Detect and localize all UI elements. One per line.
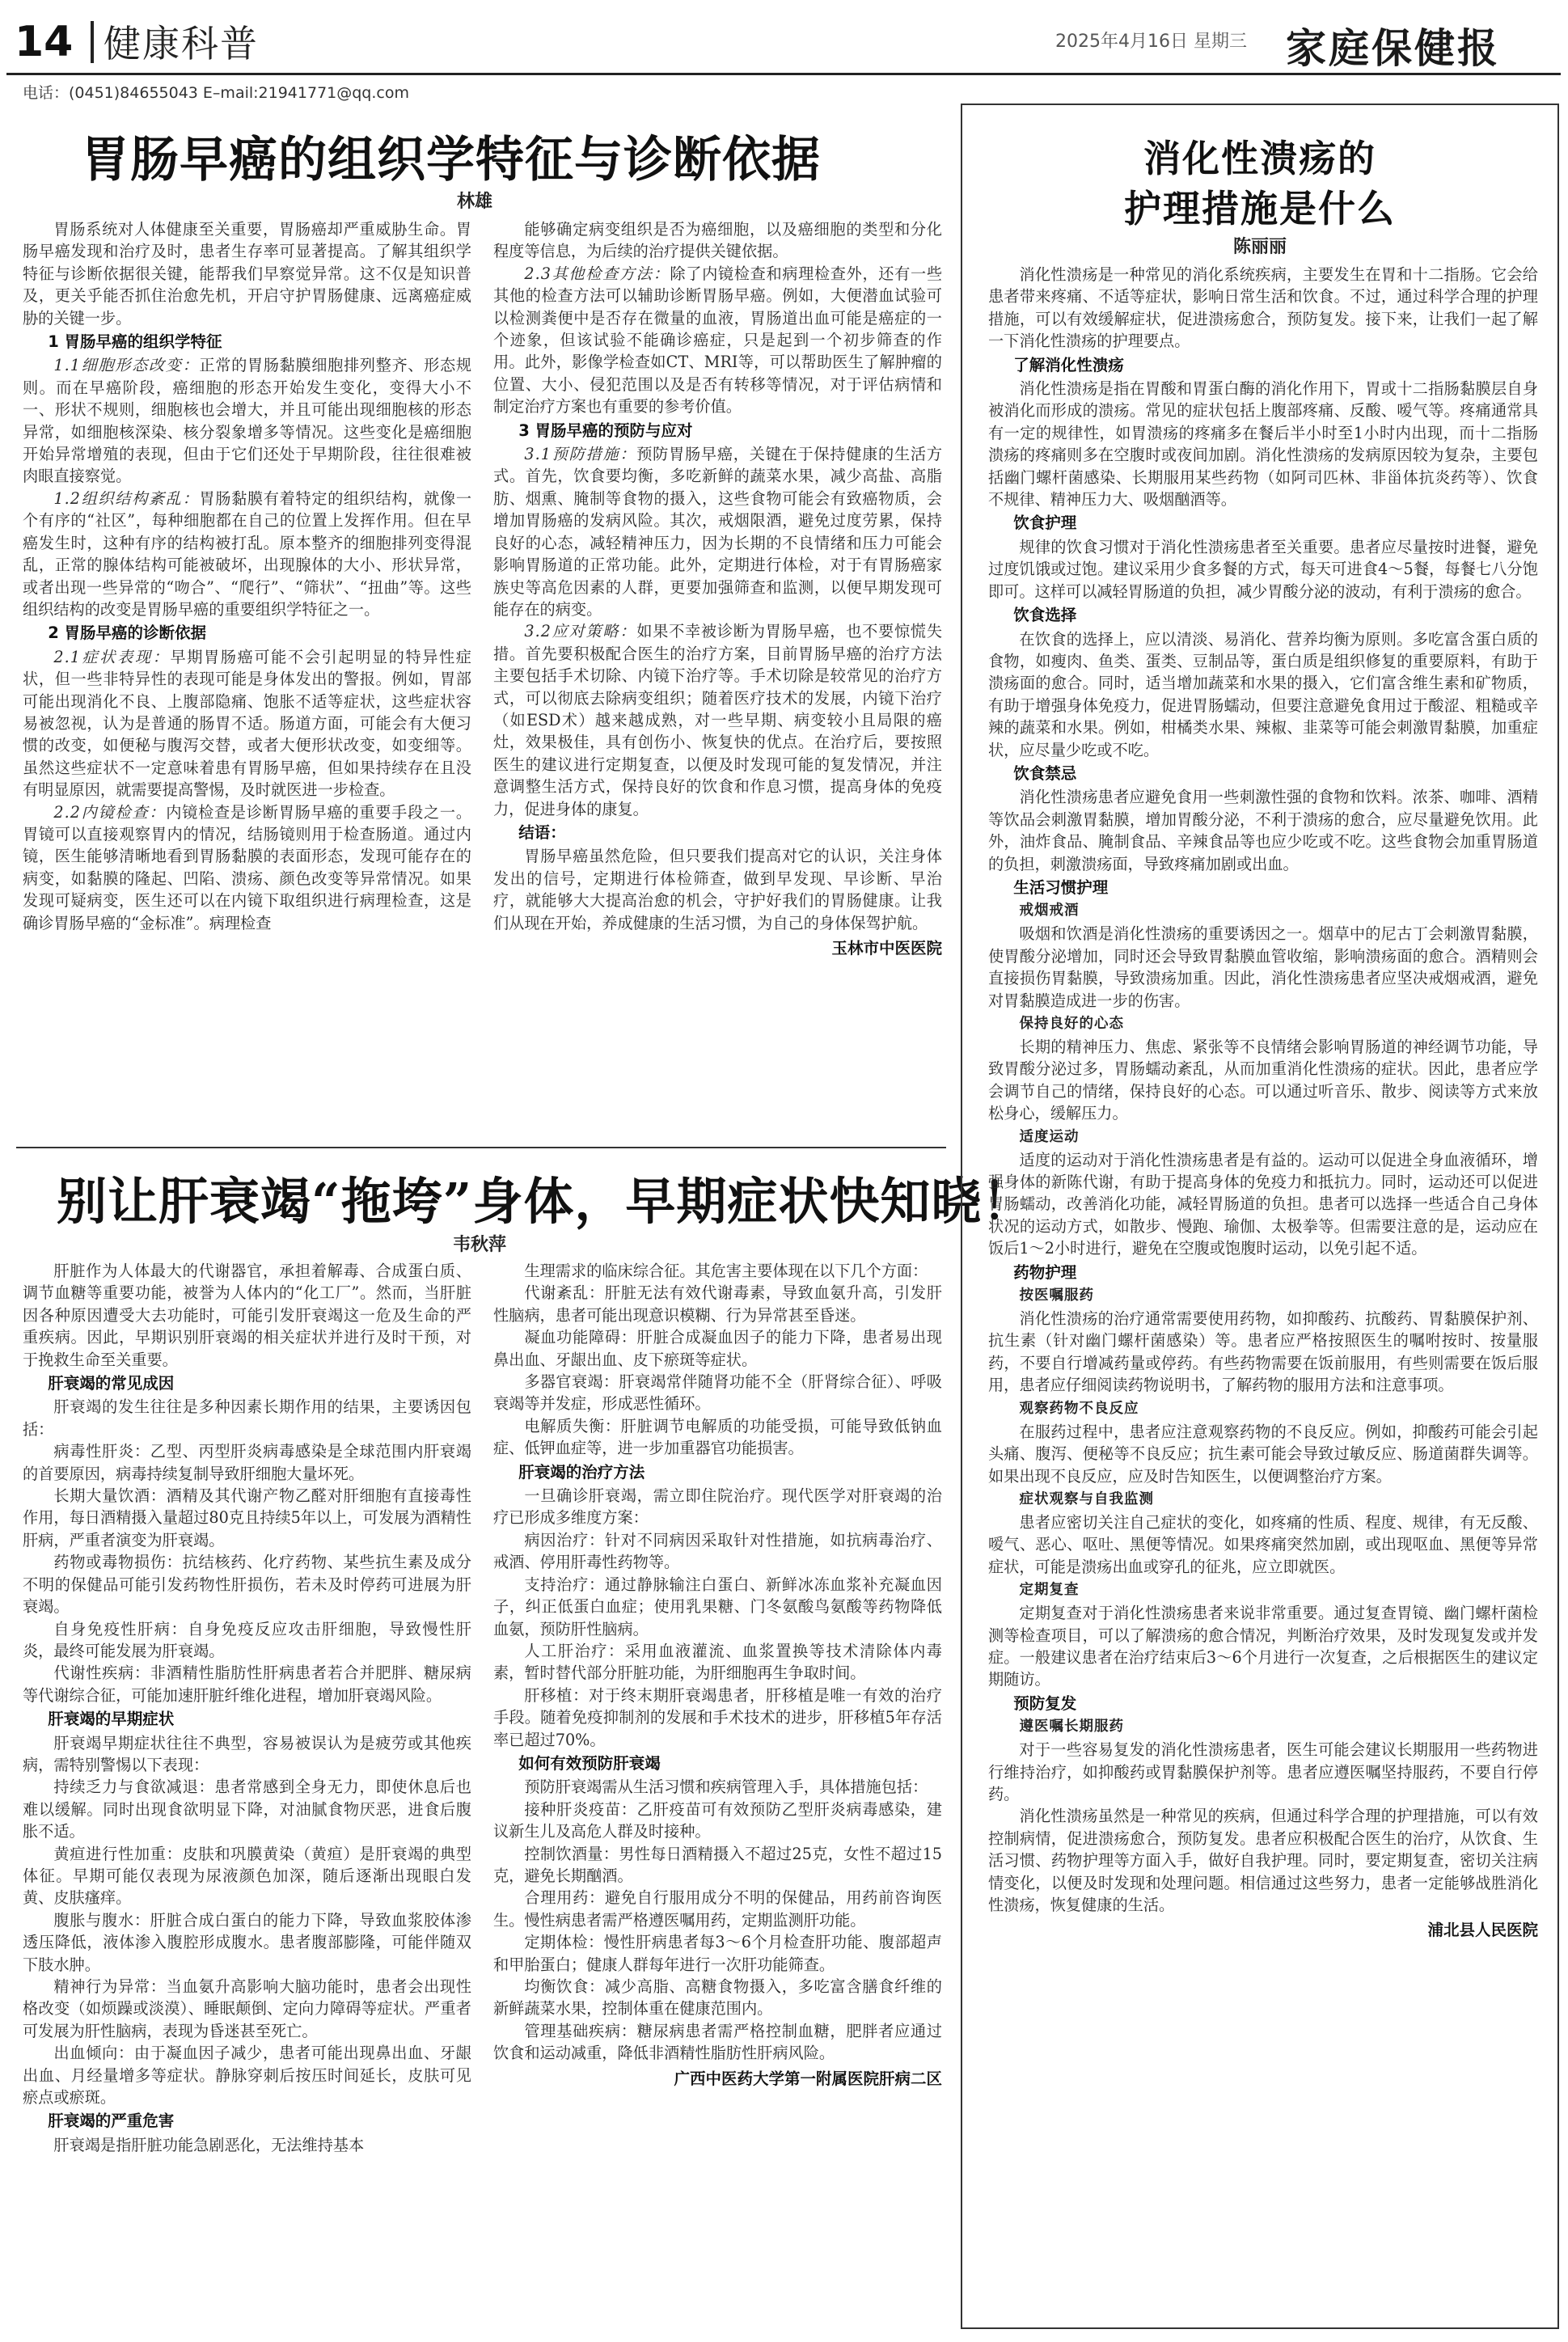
- paragraph: 适度的运动对于消化性溃疡患者是有益的。运动可以促进全身血液循环，增强身体的新陈代谢，有助于提高身体的免疫力和抵抗力。同时，运动还可以促进胃肠蠕动，改善消化功能，减轻胃肠道的负担。患者可以选择一些适合自己身体状况的运动方式，如散步、慢跑、瑜伽、太极拳等。但需要注意的是，运动应在饭后1～2小时进行，避免在空腹或饱腹时运动，以免引起不适。: [988, 1150, 1538, 1258]
- section-heading: 了解消化性溃疡: [1013, 355, 1124, 374]
- paragraph: 消化性溃疡的治疗通常需要使用药物，如抑酸药、抗酸药、胃黏膜保护剂、抗生素（针对幽门螺杆菌感染）等。患者应严格按照医生的嘱咐按时、按量服药，不要自行增减药量或停药。有些药物需要在饭前服用，有些则需要在饭后服用，患者应仔细阅读药物说明书，了解药物的服用方法和注意事项。: [988, 1309, 1538, 1395]
- paragraph-text: 如果不幸被诊断为胃肠早癌，也不要惊慌失措。首先要积极配合医生的治疗方案，目前胃肠早癌的治疗方法主要包括手术切除、内镜下治疗等。手术切除是较常见的治疗方式，可以彻底去除病变组织；随着医疗技术的发展，内镜下治疗（如ESD术）越来越成熟，对一些早期、病变较小且局限的癌灶，效果极佳，具有创伤小、恢复快的优点。在治疗后，要按照医生的建议进行定期复查，以便及时发现可能的复发情况，并注意调整生活方式，保持良好的饮食和作息习惯，提高身体的免疫力，促进身体的康复。: [493, 622, 942, 818]
- section-heading: 药物护理: [1013, 1262, 1077, 1282]
- lead-in: 2.1症状表现：: [53, 647, 171, 666]
- paragraph: 精神行为异常：当血氨升高影响大脑功能时，患者会出现性格改变（如烦躁或淡漠）、睡眠颠倒、定向力障碍等症状。严重者可发展为肝性脑病，表现为昏迷甚至死亡。: [23, 1977, 471, 2040]
- section-heading: 饮食选择: [1013, 606, 1077, 625]
- lead-in: 2.2内镜检查：: [53, 802, 167, 822]
- subheading: 定期复查: [1019, 1582, 1080, 1599]
- paragraph-text: 胃肠黏膜有着特定的组织结构，就像一个有序的“社区”，每种细胞都在自己的位置上发挥作用。但在早癌发生时，这种有序的结构被打乱。原本整齐的细胞排列变得混乱，正常的腺体结构可能被破坏，出现腺体的大小、形状异常，或者出现一些异常的“吻合”、“爬行”、“筛状”、“扭曲”等。这些组织结构的改变是胃肠早癌的重要组织学特征之一。: [23, 488, 471, 619]
- article-column: [23, 218, 471, 1140]
- paragraph: 能够确定病变组织是否为癌细胞，以及癌细胞的类型和分化程度等信息，为后续的治疗提供关键依据。: [493, 220, 942, 261]
- paragraph: 药物或毒物损伤：抗结核药、化疗药物、某些抗生素及成分不明的保健品可能引发药物性肝损伤，若未及时停药可进展为肝衰竭。: [23, 1553, 471, 1617]
- paragraph: 出血倾向：由于凝血因子减少，患者可能出现鼻出血、牙龈出血、月经量增多等症状。静脉穿刺后按压时间延长，皮肤可见瘀点或瘀斑。: [23, 2044, 471, 2107]
- issue-date: 2025年4月16日 星期三: [1055, 32, 1247, 52]
- paragraph: 肝衰竭早期症状往往不典型，容易被误认为是疲劳或其他疾病，需特别警惕以下表现：: [23, 1733, 471, 1774]
- paragraph: 生理需求的临床综合征。其危害主要体现在以下几个方面：: [524, 1262, 928, 1280]
- subheading: 症状观察与自我监测: [1019, 1490, 1154, 1507]
- paragraph: 病毒性肝炎：乙型、丙型肝炎病毒感染是全球范围内肝衰竭的首要原因，病毒持续复制导致肝细胞大量坏死。: [23, 1442, 471, 1483]
- paragraph: 定期复查对于消化性溃疡患者来说非常重要。通过复查胃镜、幽门螺杆菌检测等检查项目，可以了解溃疡的愈合情况，判断治疗效果，及时发现复发或并发症。一般建议患者在治疗结束后3～6个月进行一次复查，之后根据医生的建议定期随访。: [988, 1604, 1538, 1689]
- paragraph: 长期大量饮酒：酒精及其代谢产物乙醛对肝细胞有直接毒性作用，每日酒精摄入量超过80克且持续5年以上，可发展为酒精性肝病，严重者演变为肝衰竭。: [23, 1486, 471, 1549]
- paragraph: 代谢性疾病：非酒精性脂肪性肝病患者若合并肥胖、糖尿病等代谢综合征，可能加速肝脏纤维化进程，增加肝衰竭风险。: [23, 1663, 471, 1705]
- paragraph: [23, 646, 471, 801]
- source-hospital: 广西中医药大学第一附属医院肝病二区: [674, 2069, 942, 2088]
- section-heading: 结语：: [518, 822, 566, 842]
- subheading: 观察药物不良反应: [1019, 1400, 1139, 1417]
- section-heading: 肝衰竭的常见成因: [48, 1374, 175, 1393]
- lead-in: 2.3其他检查方法：: [524, 264, 670, 283]
- paragraph: 一旦确诊肝衰竭，需立即住院治疗。现代医学对肝衰竭的治疗已形成多维度方案：: [493, 1486, 942, 1528]
- article-column: [493, 218, 942, 1140]
- section-heading: 肝衰竭的治疗方法: [518, 1462, 645, 1482]
- paragraph: 胃肠系统对人体健康至关重要，胃肠癌却严重威胁生命。胃肠早癌发现和治疗及时，患者生存率可显著提高。了解其组织学特征与诊断依据很关键，能帮我们早察觉异常。这不仅是知识普及，更关乎能否抓住治愈先机，开启守护胃肠健康、远离癌症威胁的关键一步。: [23, 220, 471, 328]
- section-heading: 肝衰竭的严重危害: [48, 2112, 175, 2131]
- lead-in: 1.1细胞形态改变：: [53, 356, 200, 375]
- header-rule: [6, 73, 1561, 75]
- subheading: 戒烟戒酒: [1019, 903, 1080, 919]
- lead-in: 3.1预防措施：: [524, 445, 637, 464]
- paragraph: 在服药过程中，患者应注意观察药物的不良反应。例如，抑酸药可能会引起头痛、腹泻、便秘等不良反应；抗生素可能会导致过敏反应、肠道菌群失调等。如果出现不良反应，应及时告知医生，以便调整治疗方案。: [988, 1422, 1538, 1486]
- paragraph: 规律的饮食习惯对于消化性溃疡患者至关重要。患者应尽量按时进餐，避免过度饥饿或过饱。建议采用少食多餐的方式，每天可进食4～5餐，每餐七八分饱即可。这样可以减轻胃肠道的负担，减少胃酸分泌的波动，有利于溃疡的愈合。: [988, 537, 1538, 601]
- article-column: [493, 1260, 942, 2327]
- article-author: 韦秋萍: [453, 1235, 507, 1255]
- article-column: [23, 1260, 471, 2327]
- paragraph: 人工肝治疗：采用血液灌流、血浆置换等技术清除体内毒素，暂时替代部分肝脏功能，为肝细胞再生争取时间。: [493, 1641, 942, 1683]
- paragraph: 预防肝衰竭需从生活习惯和疾病管理入手，具体措施包括：: [524, 1778, 928, 1797]
- paragraph: 长期的精神压力、焦虑、紧张等不良情绪会影响胃肠道的神经调节功能，导致胃酸分泌过多，胃肠蠕动紊乱，从而加重消化性溃疡的症状。因此，患者应学会调节自己的情绪，保持良好的心态。可以通过听音乐、散步、阅读等方式来放松身心，缓解压力。: [988, 1038, 1538, 1123]
- paragraph: [23, 801, 471, 934]
- paragraph: 接种肝炎疫苗：乙肝疫苗可有效预防乙型肝炎病毒感染，建议新生儿及高危人群及时接种。: [493, 1799, 942, 1841]
- paragraph-text: 早期胃肠癌可能不会引起明显的特异性症状，但一些非特异性的表现可能是身体发出的警报。例如，胃部可能出现消化不良、上腹部隐痛、饱胀不适等症状，这些症状容易被忽视，认为是普通的肠胃不适。肠道方面，可能会有大便习惯的改变，如便秘与腹泻交替，或者大便形状改变，如变细等。虽然这些症状不一定意味着患有胃肠早癌，但如果持续存在且没有明显原因，就需要提高警惕，及时就医进一步检查。: [23, 647, 471, 800]
- paragraph: 肝衰竭的发生往往是多种因素长期作用的结果，主要诱因包括：: [23, 1397, 471, 1439]
- section-heading: 预防复发: [1013, 1693, 1077, 1713]
- article-author: 陈丽丽: [1232, 237, 1287, 257]
- paragraph: 代谢紊乱：肝脏无法有效代谢毒素，导致血氨升高，引发肝性脑病，患者可能出现意识模糊、行为异常甚至昏迷。: [493, 1283, 942, 1325]
- paragraph: [23, 354, 471, 487]
- paragraph: 肝移植：对于终末期肝衰竭患者，肝移植是唯一有效的治疗手段。随着免疫抑制剂的发展和手术技术的进步，肝移植5年存活率已超过70%。: [493, 1685, 942, 1749]
- paragraph-text: 预防胃肠早癌，关键在于保持健康的生活方式。首先，饮食要均衡，多吃新鲜的蔬菜水果，减少高盐、高脂肪、烟熏、腌制等食物的摄入，这些食物可能会有致癌物质，会增加胃肠癌的发病风险。其次，戒烟限酒，避免过度劳累，保持良好的心态，减轻精神压力，因为长期的不良情绪和压力可能会影响胃肠道的正常功能。此外，定期进行体检，对于有胃肠癌家族史等高危因素的人群，更要加强筛查和监测，以便早期发现可能存在的病变。: [493, 445, 942, 619]
- section-heading: 饮食禁忌: [1013, 763, 1077, 783]
- section-heading: 1 胃肠早癌的组织学特征: [48, 332, 222, 352]
- paragraph: 持续乏力与食欲减退：患者常感到全身无力，即使休息后也难以缓解。同时出现食欲明显下降，对油腻食物厌恶，进食后腹胀不适。: [23, 1778, 471, 1841]
- article-title: 别让肝衰竭“拖垮”身体，早期症状快知晓！: [57, 1172, 1033, 1231]
- paragraph: 定期体检：慢性肝病患者每3～6个月检查肝功能、腹部超声和甲胎蛋白；健康人群每年进行一次肝功能筛查。: [493, 1933, 942, 1974]
- article-title: 护理措施是什么: [1124, 187, 1396, 230]
- paragraph: 吸烟和饮酒是消化性溃疡的重要诱因之一。烟草中的尼古丁会刺激胃黏膜，使胃酸分泌增加，同时还会导致胃黏膜血管收缩，影响溃疡面的愈合。酒精则会直接损伤胃黏膜，导致溃疡加重。因此，消化性溃疡患者应坚决戒烟戒酒，避免对胃黏膜造成进一步的伤害。: [988, 924, 1538, 1010]
- paragraph: 合理用药：避免自行服用成分不明的保健品，用药前咨询医生。慢性病患者需严格遵医嘱用药，定期监测肝功能。: [493, 1888, 942, 1930]
- section-heading: 如何有效预防肝衰竭: [518, 1753, 661, 1773]
- paragraph: 消化性溃疡是一种常见的消化系统疾病，主要发生在胃和十二指肠。它会给患者带来疼痛、不适等症状，影响日常生活和饮食。不过，通过科学合理的护理措施，可以有效缓解症状，促进溃疡愈合，预防复发。接下来，让我们一起了解一下消化性溃疡的护理要点。: [988, 265, 1538, 351]
- paragraph: 腹胀与腹水：肝脏合成白蛋白的能力下降，导致血浆胶体渗透压降低，液体渗入腹腔形成腹水。患者腹部膨隆，可能伴随双下肢水肿。: [23, 1910, 471, 1974]
- paragraph: 管理基础疾病：糖尿病患者需严格控制血糖，肥胖者应通过饮食和运动减重，降低非酒精性脂肪性肝病风险。: [493, 2021, 942, 2063]
- paragraph: [493, 443, 942, 620]
- paragraph-text: 内镜检查是诊断胃肠早癌的重要手段之一。胃镜可以直接观察胃内的情况，结肠镜则用于检查肠道。通过内镜，医生能够清晰地看到胃肠黏膜的表面形态，发现可能存在的病变，如黏膜的隆起、凹陷、溃疡、颜色改变等异常情况。如果发现可疑病变，医生还可以在内镜下取组织进行病理检查，这是确诊胃肠早癌的“金标准”。病理检查: [23, 802, 471, 932]
- article-title: 消化性溃疡的: [1143, 137, 1376, 180]
- paragraph: 消化性溃疡虽然是一种常见的疾病，但通过科学合理的护理措施，可以有效控制病情，促进溃疡愈合，预防复发。患者应积极配合医生的治疗，从饮食、生活习惯、药物护理等方面入手，做好自我护理。同时，要定期复查，密切关注病情变化，以便及时发现和处理问题。相信通过这些努力，患者一定能够战胜消化性溃疡，恢复健康的生活。: [988, 1807, 1538, 1914]
- paragraph: 患者应密切关注自己症状的变化，如疼痛的性质、程度、规律，有无反酸、嗳气、恶心、呕吐、黑便等情况。如果疼痛突然加剧，或出现呕血、黑便等异常症状，可能是溃疡出血或穿孔的征兆，应立即就医。: [988, 1512, 1538, 1576]
- section-heading: 2 胃肠早癌的诊断依据: [48, 624, 207, 643]
- section-heading: 饮食护理: [1013, 514, 1077, 533]
- paragraph: 肝衰竭是指肝脏功能急剧恶化，无法维持基本: [53, 2135, 365, 2154]
- section-heading: 3 胃肠早癌的预防与应对: [518, 421, 693, 440]
- section-title: 健康科普: [104, 22, 259, 66]
- lead-in: 1.2组织结构紊乱：: [53, 488, 200, 508]
- source-hospital: 浦北县人民医院: [1427, 1921, 1538, 1940]
- header-divider: [91, 21, 94, 63]
- paragraph: 电解质失衡：肝脏调节电解质的功能受损，可能导致低钠血症、低钾血症等，进一步加重器官功能损害。: [493, 1416, 942, 1458]
- paragraph: 消化性溃疡患者应避免食用一些刺激性强的食物和饮料。浓茶、咖啡、酒精等饮品会刺激胃黏膜，增加胃酸分泌，不利于溃疡的愈合，应尽量避免饮用。此外，油炸食品、腌制食品、辛辣食品等也应少吃或不吃。这些食物会加重胃肠道的负担，刺激溃疡面，导致疼痛加剧或出血。: [988, 788, 1538, 873]
- subheading: 保持良好的心态: [1019, 1016, 1124, 1032]
- article-title: 胃肠早癌的组织学特征与诊断依据: [81, 132, 821, 188]
- paragraph: 凝血功能障碍：肝脏合成凝血因子的能力下降，患者易出现鼻出血、牙龈出血、皮下瘀斑等症状。: [493, 1328, 942, 1369]
- paragraph: 黄疸进行性加重：皮肤和巩膜黄染（黄疸）是肝衰竭的典型体征。早期可能仅表现为尿液颜色加深，随后逐渐出现眼白发黄、皮肤瘙痒。: [23, 1844, 471, 1908]
- paragraph: 多器官衰竭：肝衰竭常伴随肾功能不全（肝肾综合征）、呼吸衰竭等并发症，形成恶性循环。: [493, 1372, 942, 1414]
- section-heading: 生活习惯护理: [1013, 877, 1109, 897]
- paragraph-text: 除了内镜检查和病理检查外，还有一些其他的检查方法可以辅助诊断胃肠早癌。例如，大便潜血试验可以检测粪便中是否存在微量的血液，胃肠道出血可能是癌症的一个迹象，但该试验不能确诊癌症，只是起到一个初步筛查的作用。此外，影像学检查如CT、MRI等，可以帮助医生了解肿瘤的位置、大小、侵犯范围以及是否有转移等情况，对于评估病情和制定治疗方案也有重要的参考价值。: [493, 264, 942, 416]
- paragraph-text: 正常的胃肠黏膜细胞排列整齐、形态规则。而在早癌阶段，癌细胞的形态开始发生变化，变得大小不一、形状不规则，细胞核也会增大，并且可能出现细胞核的形态异常，如细胞核深染、核分裂象增多等情况。这些变化是癌细胞开始异常增殖的表现，但由于它们还处于早期阶段，往往很难被肉眼直接察觉。: [23, 356, 471, 486]
- paragraph: 胃肠早癌虽然危险，但只要我们提高对它的认识，关注身体发出的信号，定期进行体检筛查，做到早发现、早诊断、早治疗，就能够大大提高治愈的机会，守护好我们的胃肠健康。让我们从现在开始，养成健康的生活习惯，为自己的身体保驾护航。: [493, 847, 942, 932]
- paragraph: 控制饮酒量：男性每日酒精摄入不超过25克，女性不超过15克，避免长期酗酒。: [493, 1844, 942, 1885]
- article-column: [988, 264, 1538, 2318]
- paragraph: 支持治疗：通过静脉输注白蛋白、新鲜冰冻血浆补充凝血因子，纠正低蛋白血症；使用乳果糖、门冬氨酸鸟氨酸等药物降低血氨，预防肝性脑病。: [493, 1575, 942, 1638]
- lead-in: 3.2应对策略：: [524, 622, 637, 641]
- subheading: 遵医嘱长期服药: [1019, 1718, 1124, 1735]
- section-heading: 肝衰竭的早期症状: [48, 1710, 175, 1729]
- source-hospital: 玉林市中医医院: [831, 939, 942, 958]
- paragraph: [493, 620, 942, 820]
- article-author: 林雄: [457, 192, 493, 212]
- paragraph: 均衡饮食：减少高脂、高糖食物摄入，多吃富含膳食纤维的新鲜蔬菜水果，控制体重在健康范围内。: [493, 1977, 942, 2019]
- paragraph: 在饮食的选择上，应以清淡、易消化、营养均衡为原则。多吃富含蛋白质的食物，如瘦肉、鱼类、蛋类、豆制品等，蛋白质是组织修复的重要原料，有助于溃疡面的愈合。同时，适当增加蔬菜和水果的摄入，它们富含维生素和矿物质，有助于增强身体免疫力，促进胃肠蠕动，但要注意避免食用过于酸涩、粗糙或辛辣的蔬菜和水果。例如，柑橘类水果、辣椒、韭菜等可能会刺激胃黏膜，加重症状，应尽量少吃或不吃。: [988, 629, 1538, 759]
- article-divider: [16, 1147, 946, 1148]
- paragraph: 肝脏作为人体最大的代谢器官，承担着解毒、合成蛋白质、调节血糖等重要功能，被誉为人体内的“化工厂”。然而，当肝脏因各种原因遭受大去功能时，可能引发肝衰竭这一危及生命的严重疾病。因此，早期识别肝衰竭的相关症状并进行及时干预，对于挽救生命至关重要。: [23, 1262, 471, 1369]
- contact-info: 电话：(0451)84655043 E–mail:21941771@qq.com: [23, 84, 409, 102]
- subheading: 按医嘱服药: [1019, 1287, 1094, 1304]
- paragraph: [493, 263, 942, 418]
- subheading: 适度运动: [1019, 1128, 1080, 1145]
- paragraph: 消化性溃疡是指在胃酸和胃蛋白酶的消化作用下，胃或十二指肠黏膜层自身被消化而形成的溃疡。常见的症状包括上腹部疼痛、反酸、嗳气等。疼痛通常具有一定的规律性，如胃溃疡的疼痛多在餐后半小时至1小时内出现，而十二指肠溃疡的疼痛则多在空腹时或夜间加剧。消化性溃疡的发病原因较为复杂，主要包括幽门螺杆菌感染、长期服用某些药物（如阿司匹林、非甾体抗炎药等）、饮食不规律、精神压力大、吸烟酗酒等。: [988, 379, 1538, 509]
- paragraph: 自身免疫性肝病：自身免疫反应攻击肝细胞，导致慢性肝炎，最终可能发展为肝衰竭。: [23, 1619, 471, 1660]
- page-number: 14: [15, 18, 74, 66]
- paper-name: 家庭保健报: [1286, 24, 1500, 72]
- paragraph: 对于一些容易复发的消化性溃疡患者，医生可能会建议长期服用一些药物进行维持治疗，如抑酸药或胃黏膜保护剂等。患者应遵医嘱坚持服药，不要自行停药。: [988, 1740, 1538, 1803]
- paragraph: [23, 488, 471, 620]
- paragraph: 病因治疗：针对不同病因采取针对性措施，如抗病毒治疗、戒酒、停用肝毒性药物等。: [493, 1530, 942, 1572]
